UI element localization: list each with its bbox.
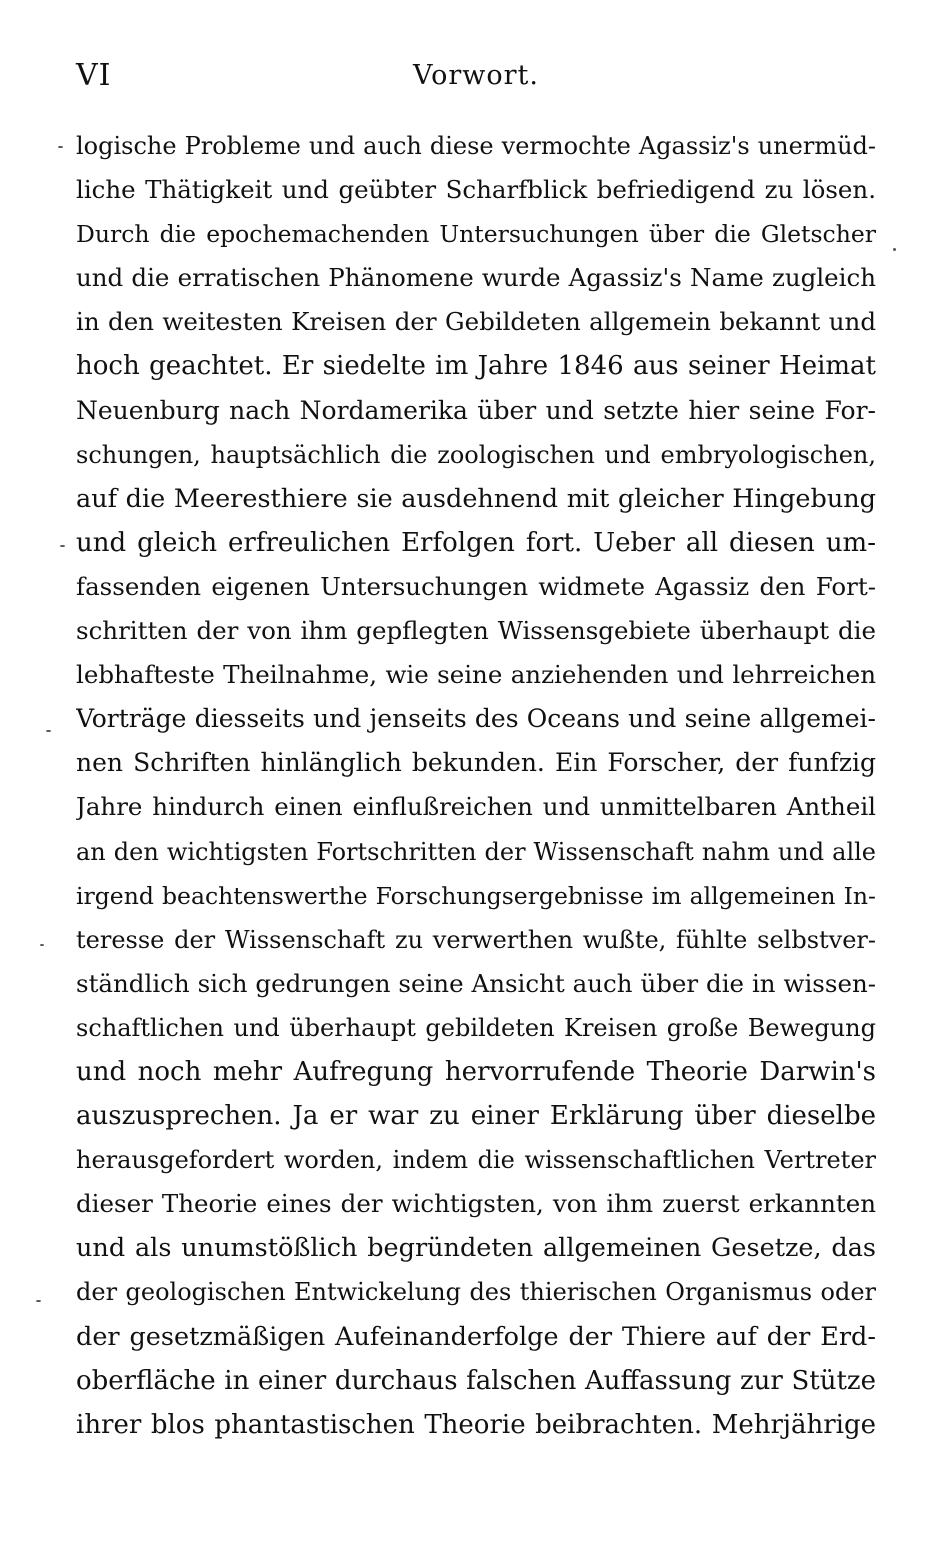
text-line: lebhafteste Theilnahme, wie seine anziehenden und lehrreichen bbox=[76, 660, 876, 690]
scan-speck bbox=[893, 248, 896, 251]
text-line: herausgefordert worden, indem die wissenschaftlichen Vertreter bbox=[76, 1146, 876, 1175]
text-line: der geologischen Entwickelung des thierischen Organismus oder bbox=[76, 1278, 876, 1307]
text-line: ihrer blos phantastischen Theorie beibrachten. Mehrjährige bbox=[76, 1409, 876, 1440]
page-number: VI bbox=[76, 58, 112, 93]
text-line: schaftlichen und überhaupt gebildeten Kreisen große Bewegung bbox=[76, 1013, 876, 1042]
scan-speck bbox=[36, 1300, 41, 1302]
text-line: logische Probleme und auch diese vermochte Agassiz's unermüd- bbox=[76, 132, 876, 160]
scan-speck bbox=[40, 944, 44, 946]
text-line: fassenden eigenen Untersuchungen widmete Agassiz den Fort- bbox=[76, 571, 876, 601]
text-line: an den wichtigsten Fortschritten der Wissenschaft nahm und alle bbox=[76, 837, 876, 866]
text-line: in den weitesten Kreisen der Gebildeten allgemein bekannt und bbox=[76, 307, 876, 337]
text-line: irgend beachtenswerthe Forschungsergebnisse im allgemeinen In- bbox=[76, 881, 876, 910]
text-line: und noch mehr Aufregung hervorrufende Theorie Darwin's bbox=[76, 1056, 876, 1087]
scan-speck bbox=[58, 146, 63, 148]
text-line: oberfläche in einer durchaus falschen Auffassung zur Stütze bbox=[76, 1365, 876, 1396]
text-line: dieser Theorie eines der wichtigsten, von ihm zuerst erkannten bbox=[76, 1189, 876, 1219]
text-line: auszusprechen. Ja er war zu einer Erklärung über dieselbe bbox=[76, 1101, 876, 1132]
text-line: ständlich sich gedrungen seine Ansicht auch über die in wissen- bbox=[76, 968, 876, 998]
text-line: und als unumstößlich begründeten allgemeinen Gesetze, das bbox=[76, 1233, 876, 1264]
body-text bbox=[76, 124, 876, 1447]
text-line: Durch die epochemachenden Untersuchungen über die Gletscher bbox=[76, 220, 876, 249]
text-line: schungen, hauptsächlich die zoologischen und embryologischen, bbox=[76, 440, 876, 469]
text-line: teresse der Wissenschaft zu verwerthen wußte, fühlte selbstver- bbox=[76, 925, 876, 954]
text-line: nen Schriften hinlänglich bekunden. Ein Forscher, der funfzig bbox=[76, 748, 876, 778]
running-head: Vorwort. bbox=[413, 60, 539, 91]
text-line: hoch geachtet. Er siedelte im Jahre 1846 aus seiner Heimat bbox=[76, 351, 876, 382]
text-line: Neuenburg nach Nordamerika über und setzte hier seine For- bbox=[76, 395, 876, 425]
text-line: Jahre hindurch einen einflußreichen und unmittelbaren Antheil bbox=[76, 792, 876, 822]
text-line: und die erratischen Phänomene wurde Agassiz's Name zugleich bbox=[76, 263, 876, 293]
text-line: schritten der von ihm gepflegten Wissensgebiete überhaupt die bbox=[76, 616, 876, 646]
text-line: und gleich erfreulichen Erfolgen fort. Ueber all diesen um- bbox=[76, 527, 876, 558]
text-line: der gesetzmäßigen Aufeinanderfolge der Thiere auf der Erd- bbox=[76, 1321, 876, 1352]
scan-speck bbox=[60, 545, 65, 547]
page-header bbox=[76, 58, 876, 98]
text-line: liche Thätigkeit und geübter Scharfblick befriedigend zu lösen. bbox=[76, 175, 876, 205]
scan-speck bbox=[46, 730, 51, 732]
text-line: auf die Meeresthiere sie ausdehnend mit gleicher Hingebung bbox=[76, 483, 876, 514]
text-line: Vorträge diesseits und jenseits des Oceans und seine allgemei- bbox=[76, 704, 876, 734]
